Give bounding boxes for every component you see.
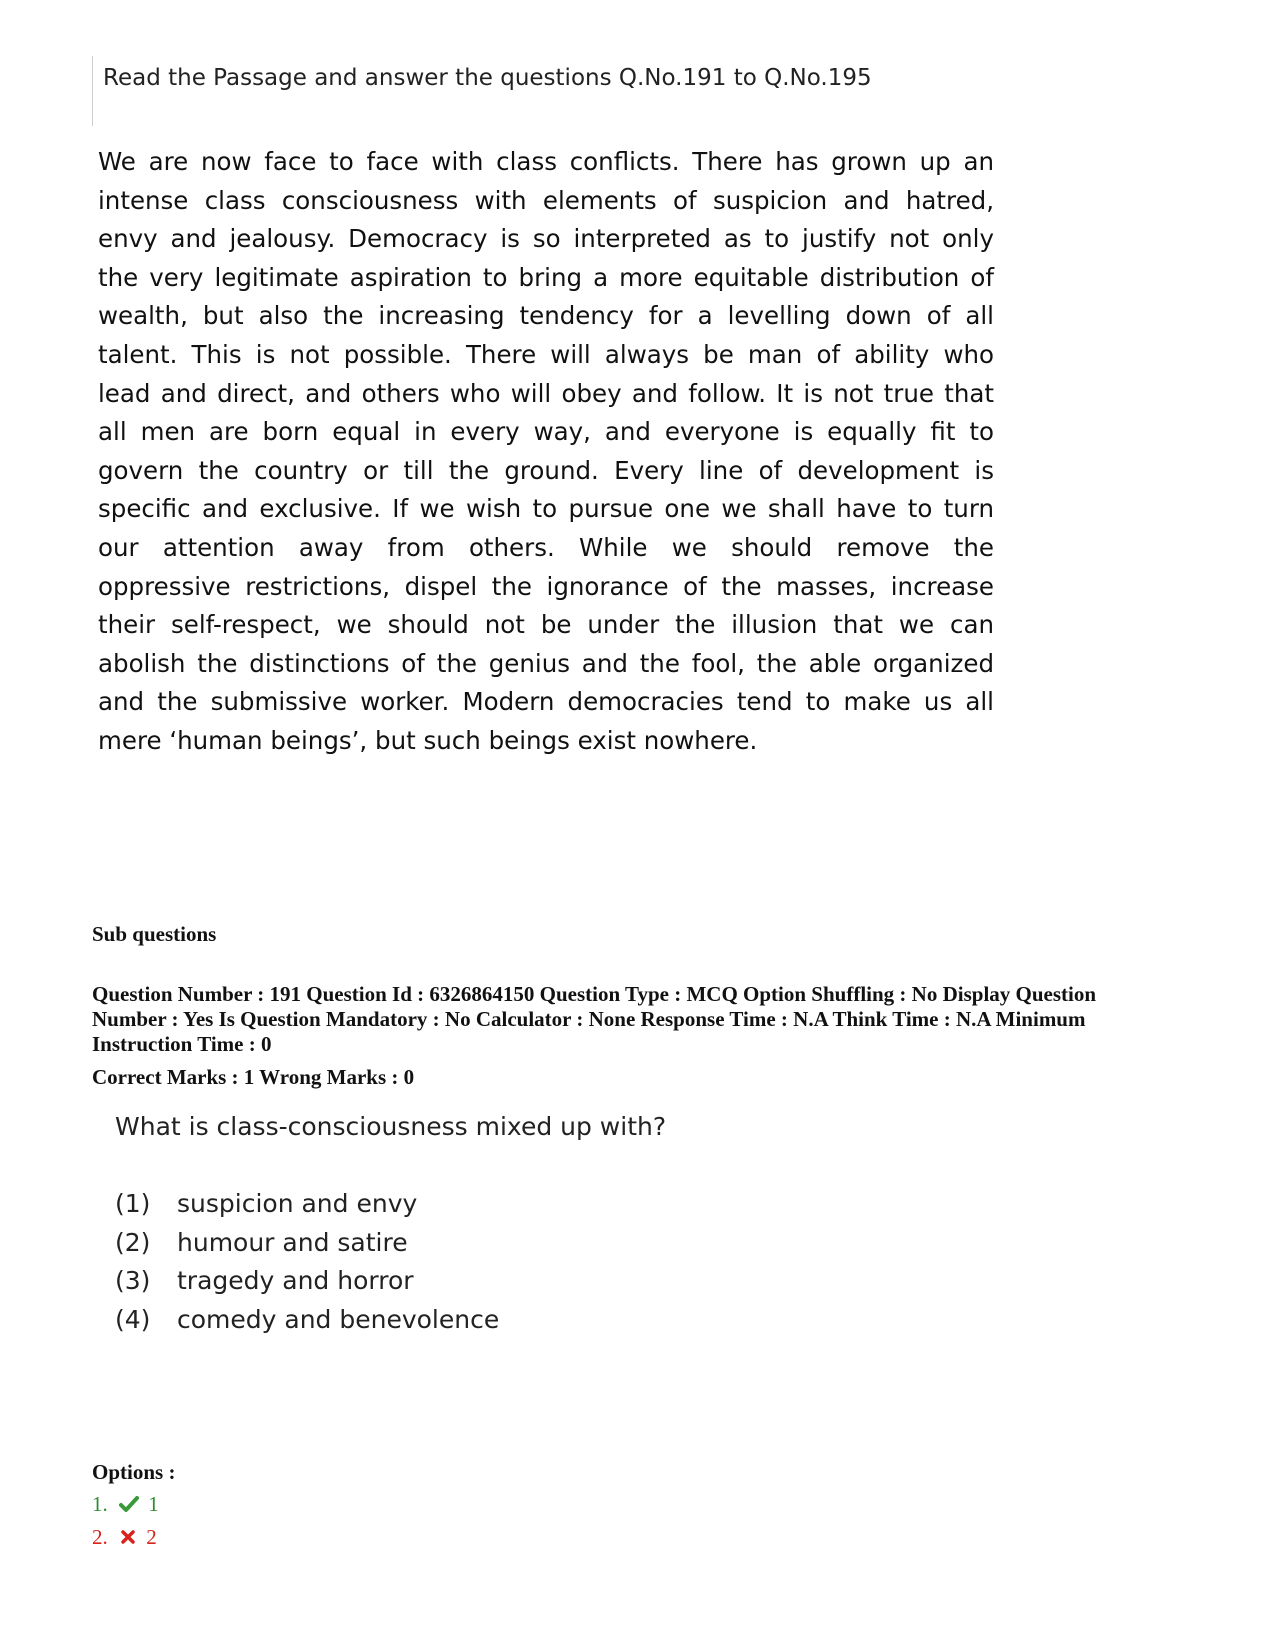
passage-line: mere ‘human beings’, but such beings exist nowhere.: [98, 725, 758, 755]
question-metadata: [92, 982, 1192, 1057]
choice-text: humour and satire: [177, 1227, 408, 1257]
passage-line: all men are born equal in every way, and everyone is equally fit to: [98, 417, 994, 447]
choice-number: (1): [115, 1189, 151, 1218]
passage-line: the very legitimate aspiration to bring a more equitable distribution of: [98, 262, 994, 292]
passage-header-block: [92, 56, 1003, 126]
metadata-line: Number : Yes Is Question Mandatory : No Calculator : None Response Time : N.A Think Time : N.A Minimum: [92, 1007, 1086, 1031]
option-prefix: 1.: [92, 1492, 108, 1516]
choice-text: comedy and benevolence: [177, 1304, 500, 1334]
passage-line: and the submissive worker. Modern democracies tend to make us all: [98, 687, 994, 717]
cross-icon: [113, 1525, 146, 1549]
passage-body: [98, 143, 994, 761]
choice-item: [115, 1224, 499, 1263]
passage-line: our attention away from others. While we should remove the: [98, 532, 994, 562]
choice-number: (2): [115, 1227, 151, 1257]
question-text: What is class-consciousness mixed up with?: [115, 1112, 667, 1141]
passage-line: wealth, but also the increasing tendency for a levelling down of all: [98, 301, 994, 331]
choice-number: (3): [115, 1266, 151, 1295]
answer-choices: [115, 1185, 499, 1339]
choice-item: [115, 1262, 499, 1301]
options-heading: Options :: [92, 1460, 176, 1484]
option-value: 1: [148, 1492, 159, 1516]
passage-line: talent. This is not possible. There will always be man of ability who: [98, 339, 994, 369]
passage-line: specific and exclusive. If we wish to pursue one we shall have to turn: [98, 494, 994, 524]
passage-line: We are now face to face with class conflicts. There has grown up an: [98, 147, 994, 176]
option-correct: [92, 1492, 159, 1517]
choice-text: suspicion and envy: [177, 1189, 418, 1218]
choice-text: tragedy and horror: [177, 1266, 414, 1295]
passage-line: abolish the distinctions of the genius and the fool, the able organized: [98, 648, 994, 678]
metadata-line: Question Number : 191 Question Id : 6326864150 Question Type : MCQ Option Shuffling : No Display Question: [92, 982, 1097, 1006]
option-prefix: 2.: [92, 1525, 108, 1549]
passage-line: intense class consciousness with elements of suspicion and hatred,: [98, 185, 994, 215]
passage-line: govern the country or till the ground. Every line of development is: [98, 455, 994, 485]
choice-item: [115, 1301, 499, 1340]
marks-info: Correct Marks : 1 Wrong Marks : 0: [92, 1065, 415, 1089]
check-icon: [113, 1492, 148, 1516]
choice-item: [115, 1185, 499, 1224]
passage-line: lead and direct, and others who will obey and follow. It is not true that: [98, 378, 994, 408]
passage-line: their self-respect, we should not be under the illusion that we can: [98, 610, 994, 640]
option-wrong: [92, 1525, 157, 1550]
sub-questions-heading: Sub questions: [92, 922, 217, 946]
metadata-line: Instruction Time : 0: [92, 1032, 272, 1056]
choice-number: (4): [115, 1304, 151, 1334]
passage-line: oppressive restrictions, dispel the ignorance of the masses, increase: [98, 571, 994, 601]
option-value: 2: [146, 1525, 157, 1549]
passage-instruction: Read the Passage and answer the questions Q.No.191 to Q.No.195: [103, 65, 872, 91]
passage-line: envy and jealousy. Democracy is so interpreted as to justify not only: [98, 224, 994, 254]
